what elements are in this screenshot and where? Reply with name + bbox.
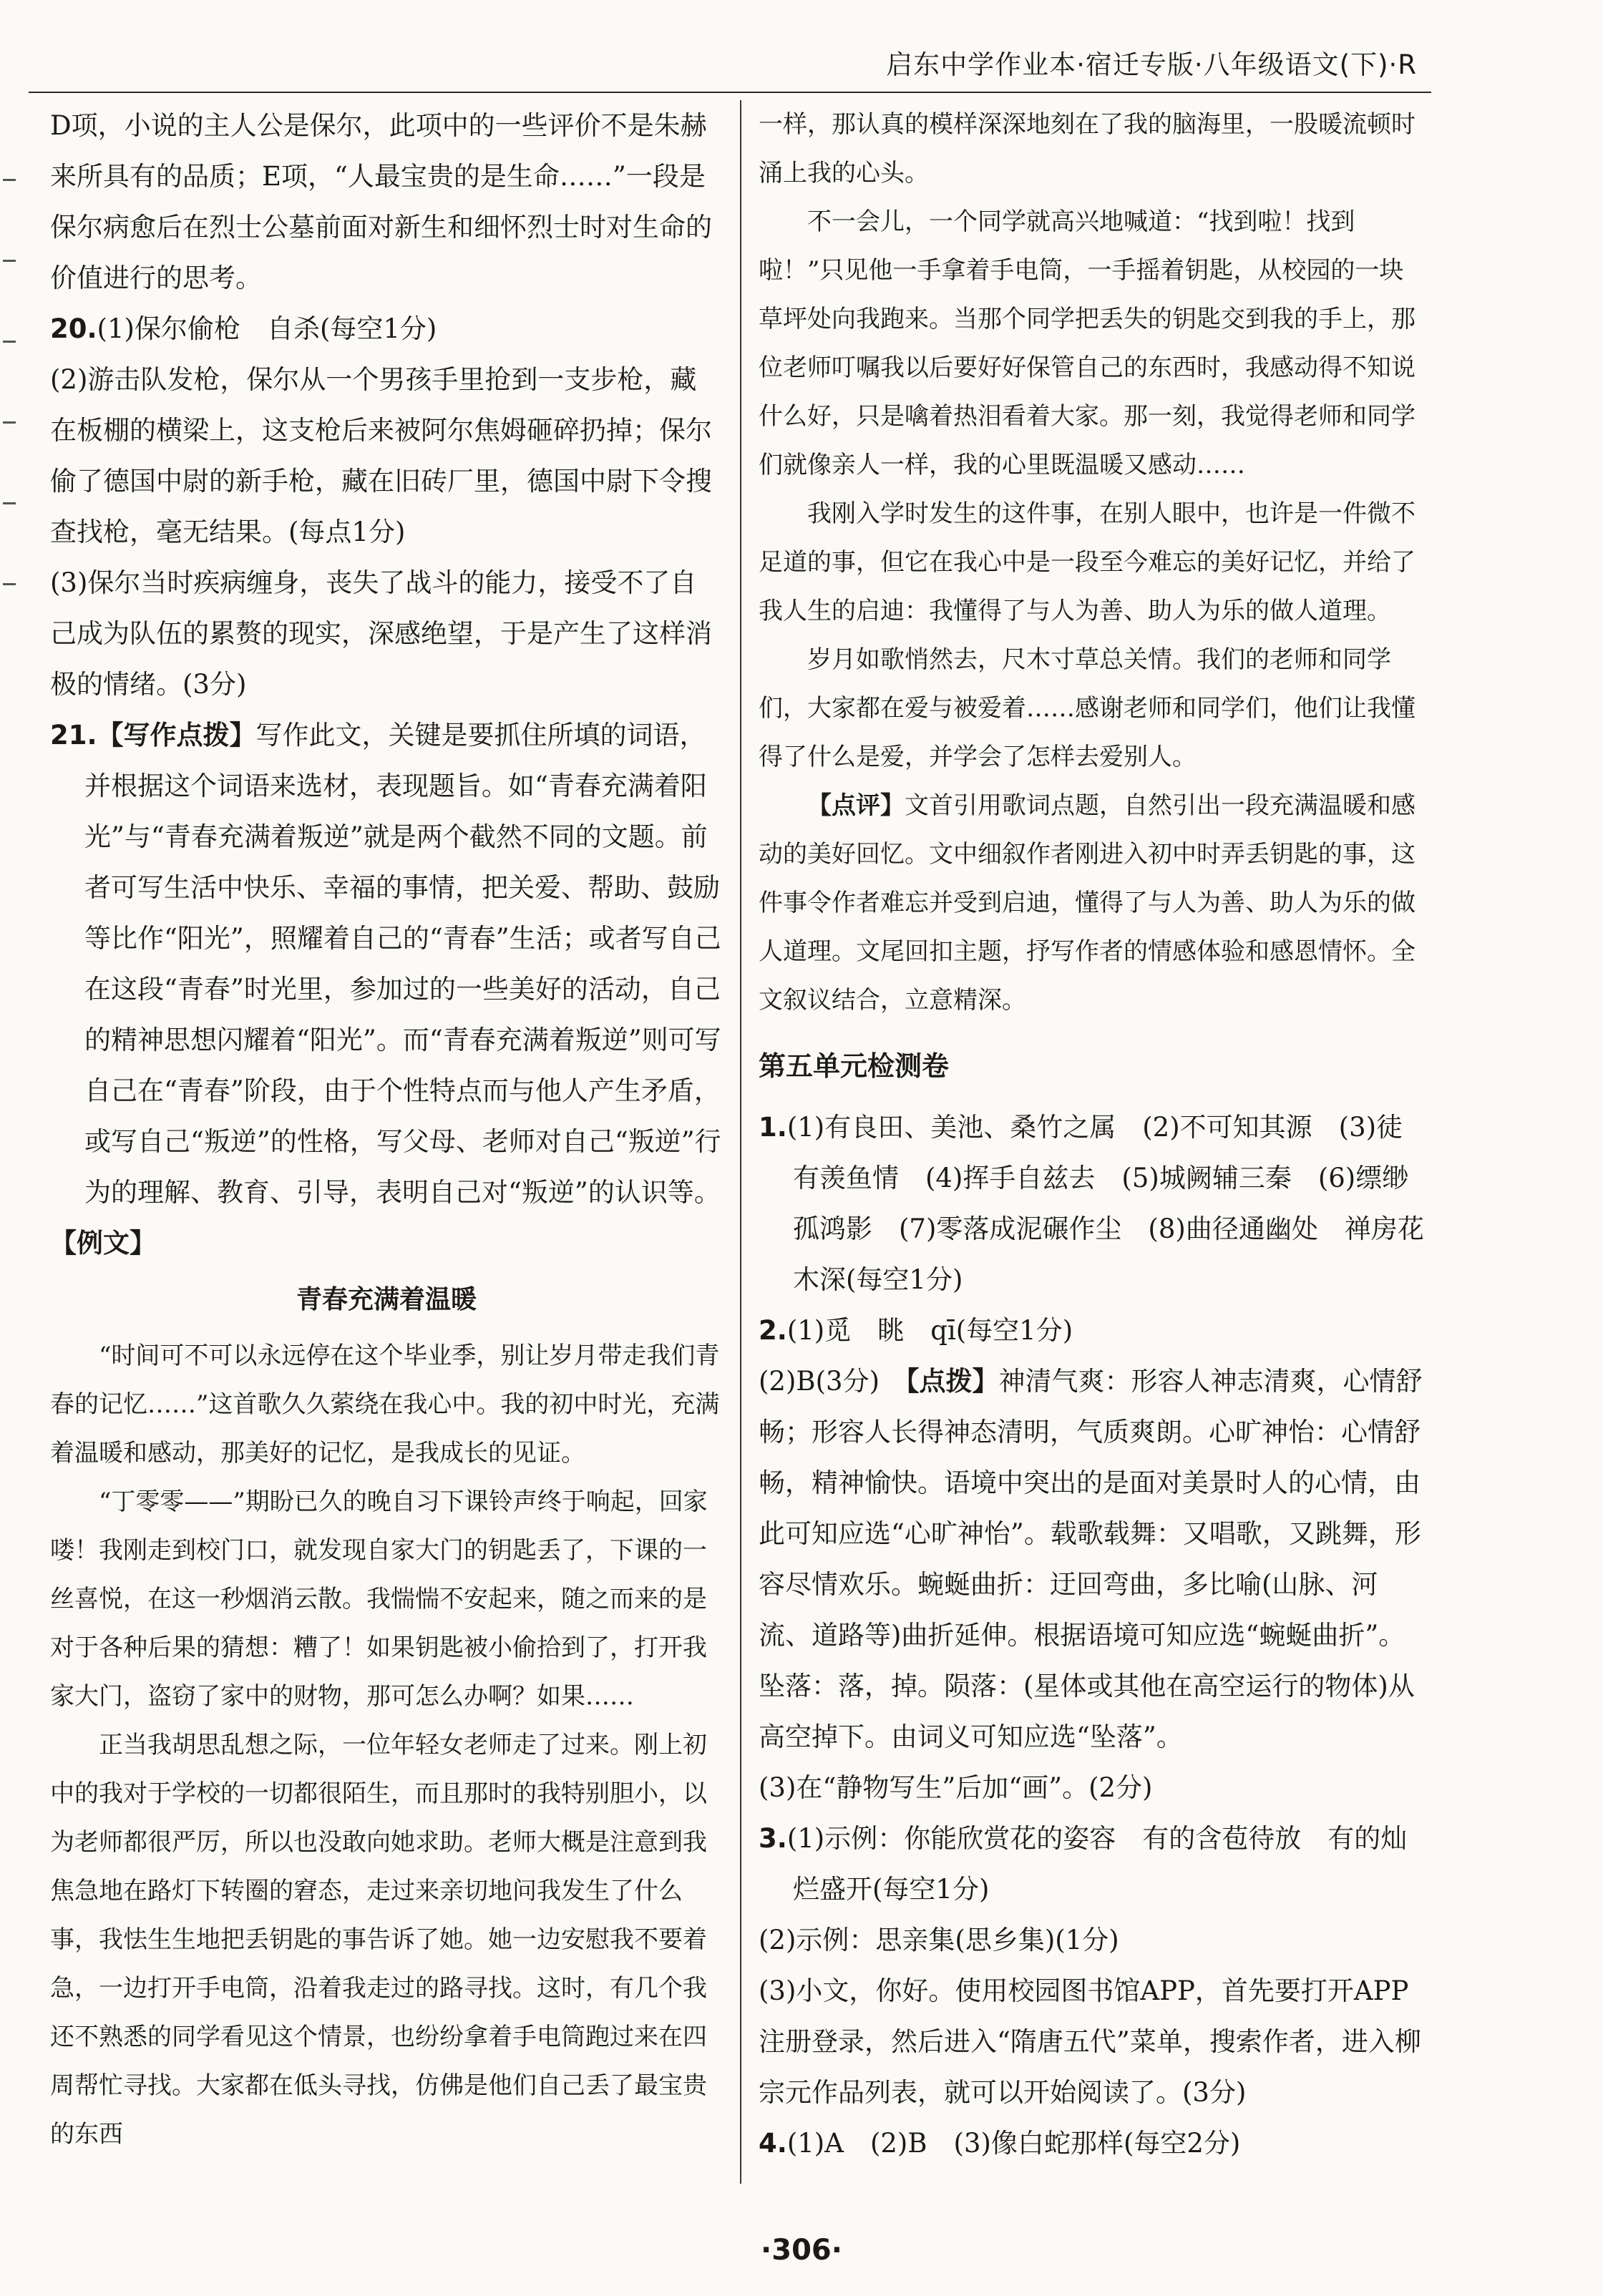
left-column [50,100,723,2159]
answer-20-part-2: (2)游击队发枪，保尔从一个男孩手里抢到一支步枪，藏在板棚的横梁上，这支枪后来被阿尔焦姆砸碎扔掉；保尔偷了德国中尉的新手枪，藏在旧砖厂里，德国中尉下令搜查找枪，毫无结果。(每点1分) [50,364,712,547]
answer-text: (1)A (2)B (3)像白蛇那样(每空2分) [786,2128,1241,2159]
right-column [759,100,1424,2169]
essay-paragraph-3-continued: 一样，那认真的模样深深地刻在了我的脑海里，一股暖流顿时涌上我的心头。 [759,110,1416,187]
essay-paragraph-3: 正当我胡思乱想之际，一位年轻女老师走了过来。刚上初中的我对于学校的一切都很陌生，而且那时的我特别胆小，以为老师都很严厉，所以也没敢向她求助。老师大概是注意到我焦急地在路灯下转圈的窘态，走过来亲切地问我发生了什么事，我怯生生地把丢钥匙的事告诉了她。她一边安慰我不要着急，一边打开手电筒，沿着我走过的路寻找。这时，有几个我还不熟悉的同学看见这个情景，也纷纷拿着手电筒跑过来在四周帮忙寻找。大家都在低头寻找，仿佛是他们自己丢了最宝贵的东西 [50,1731,707,2149]
answer-3-part-2: (2)示例：思亲集(思乡集)(1分) [759,1925,1119,1955]
answer-20-part-3: (3)保尔当时疾病缠身，丧失了战斗的能力，接受不了自己成为队伍的累赘的现实，深感绝望，于是产生了这样消极的情绪。(3分) [50,567,712,700]
answer-2-part-1 [759,1305,1424,1356]
essay-paragraph-6: 岁月如歌悄然去，尺木寸草总关情。我们的老师和同学们，大家都在爱与被爱着……感谢老师和同学们，他们让我懂得了什么是爱，并学会了怎样去爱别人。 [759,645,1416,771]
question-number: 20. [50,313,97,344]
binding-edge-marks [0,100,19,644]
answer-2-part-3: (3)在“静物写生”后加“画”。(2分) [759,1772,1153,1803]
question-number: 1. [759,1112,787,1143]
answer-20-part-1 [50,303,723,354]
answer-text: (1)保尔偷枪 自杀(每空1分) [97,313,437,344]
essay-comment [759,781,1424,1025]
answer-19-continued: D项，小说的主人公是保尔，此项中的一些评价不是朱赫来所具有的品质；E项，“人最宝贵的是生命……”一段是保尔病愈后在烈士公墓前面对新生和细怀烈士时对生命的价值进行的思考。 [50,110,712,293]
answer-21-writing-guide [50,710,723,1218]
answer-text: (1)觅 眺 qī(每空1分) [786,1315,1073,1346]
running-header: 启东中学作业本·宿迁专版·八年级语文(下)·R [886,49,1417,80]
question-number: 3. [759,1823,787,1854]
section-title: 第五单元检测卷 [759,1050,950,1082]
essay-paragraph-2: “丁零零——”期盼已久的晚自习下课铃声终于响起，回家喽！我刚走到校门口，就发现自家大门的钥匙丢了，下课的一丝喜悦，在这一秒烟消云散。我惴惴不安起来，随之而来的是对于各种后果的猜想：糟了！如果钥匙被小偷拾到了，打开我家大门，盗窃了家中的财物，那可怎么办啊？如果…… [50,1487,708,1711]
answer-text: (1)示例：你能欣赏花的姿容 有的含苞待放 有的灿烂盛开(每空1分) [786,1823,1408,1905]
hint-text: 神清气爽：形容人神志清爽，心情舒畅；形容人长得神态清明，气质爽朗。心旷神怡：心情舒畅，精神愉快。语境中突出的是面对美景时人的心情，由此可知应选“心旷神怡”。载歌载舞：又唱歌，又跳舞，形容尽情欢乐。蜿蜒曲折：迂回弯曲，多比喻(山脉、河流、道路等)曲折延伸。根据语境可知应选“蜿蜒曲折”。坠落：落，掉。陨落：(星体或其他在高空运行的物体)从高空掉下。由词义可知应选“坠落”。 [759,1366,1423,1752]
header-rule [29,92,1431,93]
question-number: 2. [759,1315,787,1346]
answer-text: (2)B(3分) [759,1366,907,1397]
essay-title: 青春充满着温暖 [296,1285,477,1314]
guide-label: 【写作点拨】 [97,720,256,751]
essay-paragraph-5: 我刚入学时发生的这件事，在别人眼中，也许是一件微不足道的事，但它在我心中是一段至今难忘的美好记忆，并给了我人生的启迪：我懂得了与人为善、助人为乐的做人道理。 [759,499,1416,625]
question-number: 21. [50,720,97,751]
answer-2-part-2 [759,1356,1424,1762]
answer-4 [759,2118,1424,2169]
comment-text: 文首引用歌词点题，自然引出一段充满温暖和感动的美好回忆。文中细叙作者刚进入初中时弄丢钥匙的事，这件事令作者难忘并受到启迪，懂得了与人为善、助人为乐的做人道理。文尾回扣主题，抒写作者的情感体验和感恩情怀。全文叙议结合，立意精深。 [759,791,1416,1015]
hint-label: 【点拨】 [906,1366,999,1397]
answer-3-part-1 [759,1813,1424,1915]
question-number: 4. [759,2128,787,2159]
essay-paragraph-1: “时间可不可以永远停在这个毕业季，别让岁月带走我们青春的记忆……”这首歌久久萦绕在我心中。我的初中时光，充满着温暖和感动，那美好的记忆，是我成长的见证。 [50,1342,720,1467]
essay-paragraph-4: 不一会儿，一个同学就高兴地喊道：“找到啦！找到啦！”只见他一手拿着手电筒，一手摇着钥匙，从校园的一块草坪处向我跑来。当那个同学把丢失的钥匙交到我的手上，那位老师叮嘱我以后要好好保管自己的东西时，我感动得不知说什么好，只是噙着热泪看着大家。那一刻，我觉得老师和同学们就像亲人一样，我的心里既温暖又感动…… [759,207,1416,479]
answer-text: (1)有良田、美池、桑竹之属 (2)不可知其源 (3)徒有羡鱼情 (4)挥手自兹去 (5)城阙辅三秦 (6)缥缈孤鸿影 (7)零落成泥碾作尘 (8)曲径通幽处 禅房花木深(每空1分) [786,1112,1424,1295]
page-number: ·306· [761,2234,842,2267]
answer-1 [759,1102,1424,1305]
column-divider [740,100,741,2184]
answer-3-part-3: (3)小文，你好。使用校园图书馆APP，首先要打开APP注册登录，然后进入“隋唐五代”菜单，搜索作者，进入柳宗元作品列表，就可以开始阅读了。(3分) [759,1975,1421,2108]
guide-text: 写作此文，关键是要抓住所填的词语，并根据这个词语来选材，表现题旨。如“青春充满着阳光”与“青春充满着叛逆”就是两个截然不同的文题。前者可写生活中快乐、幸福的事情，把关爱、帮助、鼓励等比作“阳光”，照耀着自己的“青春”生活；或者写自己在这段“青春”时光里，参加过的一些美好的活动，自己的精神思想闪耀着“阳光”。而“青春充满着叛逆”则可写自己在“青春”阶段，由于个性特点而与他人产生矛盾，或写自己“叛逆”的性格，写父母、老师对自己“叛逆”行为的理解、教育、引导，表明自己对“叛逆”的认识等。 [84,720,721,1208]
comment-label: 【点评】 [807,791,905,820]
example-label: 【例文】 [50,1228,156,1259]
